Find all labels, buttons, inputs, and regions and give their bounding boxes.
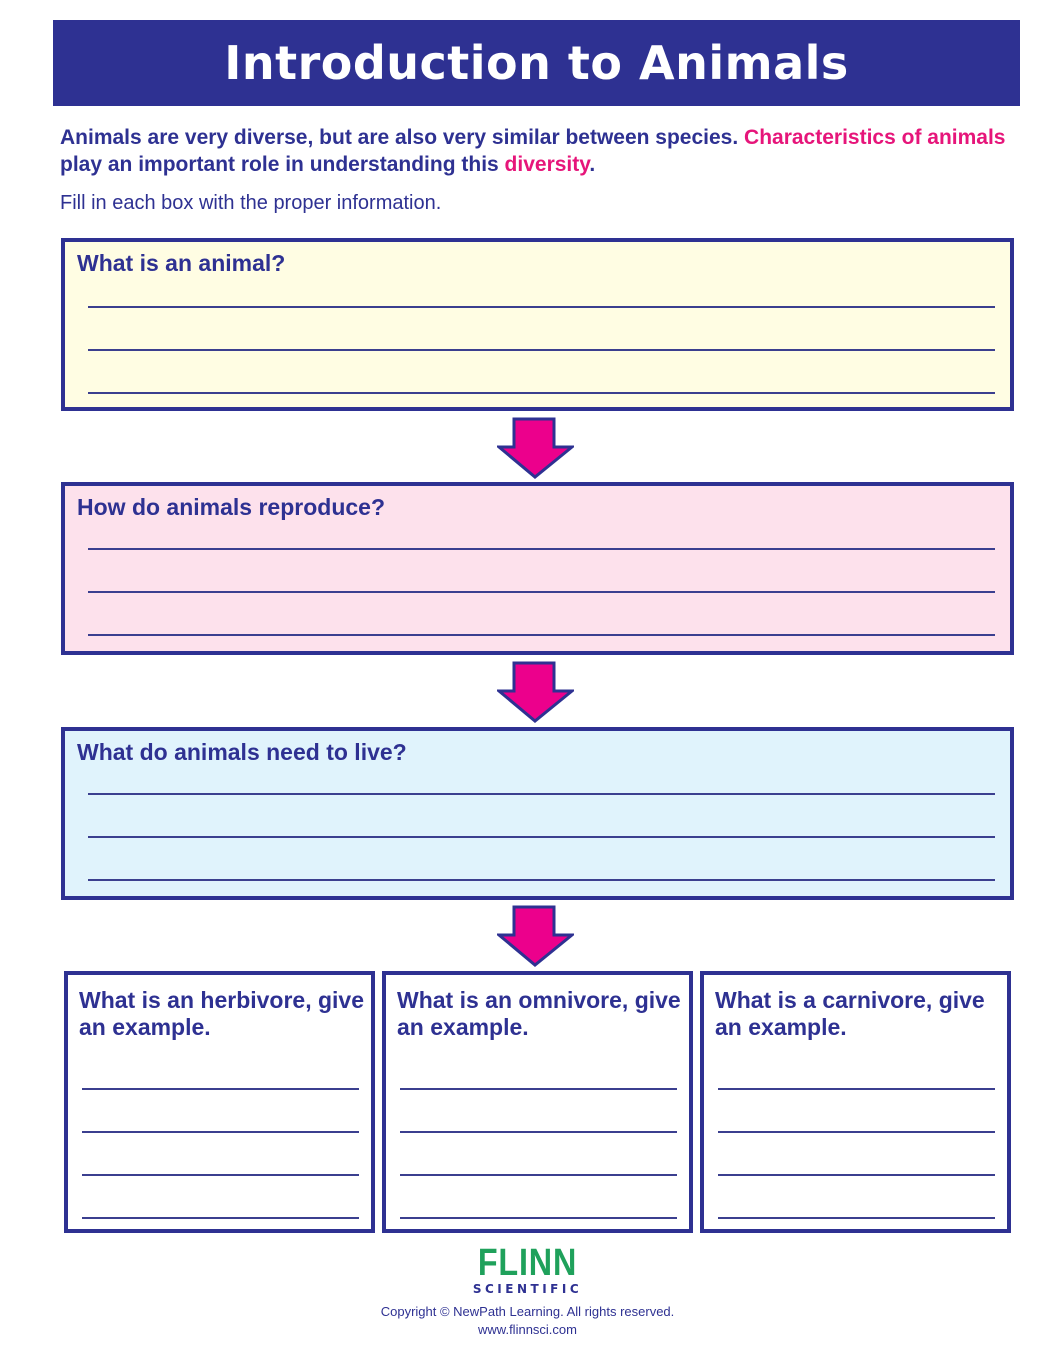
box-herbivore <box>64 971 375 1233</box>
answer-line[interactable] <box>88 349 995 351</box>
copyright-text: Copyright © NewPath Learning. All rights reserved. <box>380 1304 675 1319</box>
box-what-is-animal <box>61 238 1014 411</box>
answer-line[interactable] <box>88 836 995 838</box>
intro-text-1: Animals are very diverse, but are also very similar between species. <box>60 126 745 149</box>
answer-line[interactable] <box>88 392 995 394</box>
intro-paragraph <box>60 124 1020 178</box>
answer-line[interactable] <box>88 879 995 881</box>
answer-line[interactable] <box>88 548 995 550</box>
answer-line[interactable] <box>82 1131 359 1133</box>
box-how-reproduce <box>61 482 1014 655</box>
answer-line[interactable] <box>718 1217 995 1219</box>
answer-line[interactable] <box>400 1174 677 1176</box>
answer-line[interactable] <box>400 1217 677 1219</box>
box-carnivore <box>700 971 1011 1233</box>
answer-line[interactable] <box>400 1131 677 1133</box>
answer-line[interactable] <box>82 1217 359 1219</box>
answer-line[interactable] <box>82 1174 359 1176</box>
answer-line[interactable] <box>718 1088 995 1090</box>
box-omnivore <box>382 971 693 1233</box>
intro-text-3: . <box>589 153 596 176</box>
page-title: Introduction to Animals <box>224 36 849 90</box>
down-arrow-icon <box>497 905 574 967</box>
box-need-to-live <box>61 727 1014 900</box>
instructions: Fill in each box with the proper information. <box>60 192 442 214</box>
down-arrow-icon <box>497 417 574 479</box>
answer-line[interactable] <box>88 591 995 593</box>
answer-line[interactable] <box>88 793 995 795</box>
answer-line[interactable] <box>718 1174 995 1176</box>
box-question: What is a carnivore, give an example. <box>715 987 985 1040</box>
intro-highlight-characteristics: Characteristics of animals <box>744 126 1006 149</box>
flinn-logo-subtitle: SCIENTIFIC <box>472 1282 583 1296</box>
answer-line[interactable] <box>88 634 995 636</box>
box-question: What do animals need to live? <box>77 739 407 765</box>
down-arrow-icon <box>497 661 574 723</box>
answer-line[interactable] <box>82 1088 359 1090</box>
box-question: What is an animal? <box>77 250 286 276</box>
answer-line[interactable] <box>400 1088 677 1090</box>
flinn-logo: FLINN <box>477 1242 578 1284</box>
website-link[interactable]: www.flinnsci.com <box>478 1322 577 1337</box>
title-banner <box>53 20 1020 106</box>
answer-line[interactable] <box>88 306 995 308</box>
box-question: What is an omnivore, give an example. <box>397 987 681 1040</box>
intro-highlight-diversity: diversity <box>504 153 590 176</box>
answer-line[interactable] <box>718 1131 995 1133</box>
box-question: What is an herbivore, give an example. <box>79 987 365 1040</box>
box-question: How do animals reproduce? <box>77 494 385 520</box>
intro-text-2: play an important role in understanding this <box>60 153 505 176</box>
